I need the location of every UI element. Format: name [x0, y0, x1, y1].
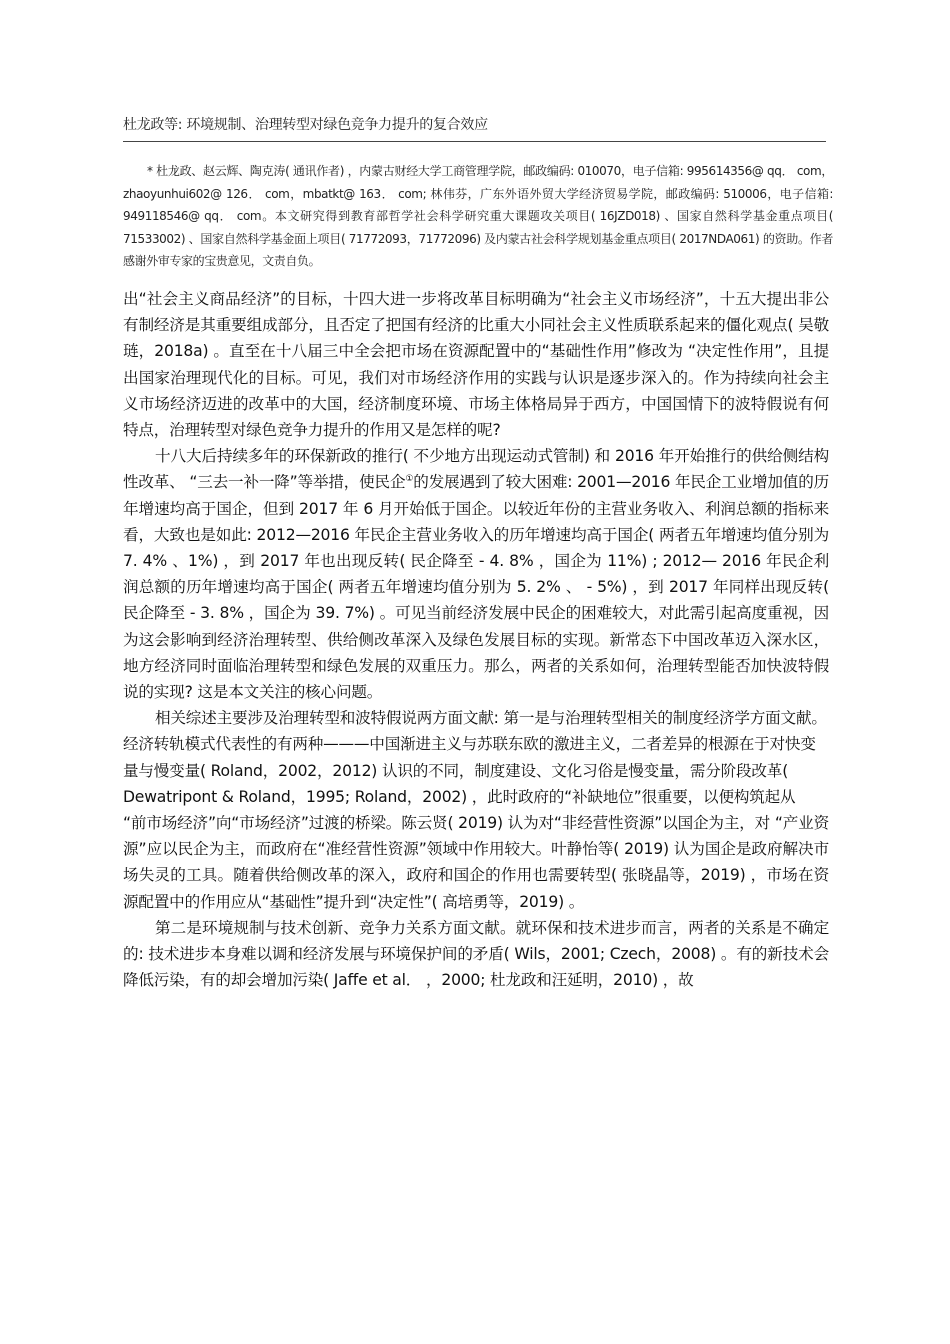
- paragraph: 第二是环境规制与技术创新、竞争力关系方面文献。就环保和技术进步而言，两者的关系是不确定的: 技术进步本身难以调和经济发展与环境保护间的矛盾( Wils，2001; Czech，2008) 。有的新技术会降低污染，有的却会增加污染( Jaffe et al． ，2000; 杜龙政和汪延明，2010) ，故: [123, 918, 829, 990]
- author-footnote: [123, 160, 833, 273]
- paragraph: [123, 443, 829, 705]
- footnote-marker[interactable]: ①: [405, 474, 414, 485]
- paragraph: “前市场经济”向“市场经济”过渡的桥梁。陈云贤( 2019) 认为对“非经营性资源”以国企为主，对 “产业资源”应以民企为主，而政府在“准经营性资源”领域中作用较大。叶静怡等( 2019) 认为国企是政府解决市场失灵的工具。随着供给侧改革的深入，政府和国企的作用也需要转型( 张晓晶等，2019) ，市场在资源配置中的作用应从“基础性”提升到“决定性”( 高培勇等，2019) 。: [123, 814, 829, 911]
- footnote-text: * 杜龙政、赵云辉、陶克涛( 通讯作者) ，内蒙古财经大学工商管理学院，邮政编码: 010070，电子信箱: 995614356@ qq． com， zhaoyunhui602@ 126． com，mbatkt@ 163． com; 林伟芬，广东外语外贸大学经济贸易学院，邮政编码: 510006，电子信箱: 949118546@ qq． com。本文研究得到教育部哲学社会科学研究重大课题攻关项目( 16JZD018) 、国家自然科学基金重点项目( 71533002) 、国家自然科学基金面上项目( 71772093，71772096) 及内蒙古社会科学规划基金重点项目( 2017NDA061) 的资助。作者感谢外审专家的宝贵意见，文责自负。: [123, 164, 833, 268]
- header-rule: [123, 141, 826, 142]
- paragraph: 相关综述主要涉及治理转型和波特假说两方面文献: 第一是与治理转型相关的制度经济学方面文献。经济转轨模式代表性的有两种———中国渐进主义与苏联东欧的激进主义，二者差异的根源在于对快变量与慢变量( Roland，2002，2012) 认识的不同，制度建设、文化习俗是慢变量，需分阶段改革( Dewatripont & Roland，1995; Roland，2002) ，此时政府的“补缺地位”很重要，以便构筑起从: [123, 709, 827, 806]
- article-body: [123, 286, 829, 993]
- paragraph-text: 十八大后持续多年的环保新政的推行( 不少地方出现运动式管制) 和 2016 年开始推行的供给侧结构性改革、 “三去一补一降”等举措，使民企: [123, 447, 829, 492]
- running-title: 杜龙政等: 环境规制、治理转型对绿色竞争力提升的复合效应: [123, 117, 488, 133]
- paragraph-continuation: 出“社会主义商品经济”的目标，十四大进一步将改革目标明确为“社会主义市场经济”，十五大提出非公有制经济是其重要组成部分，且否定了把国有经济的比重大小同社会主义性质联系起来的僵化观点( 吴敬琏，2018a) 。直至在十八届三中全会把市场在资源配置中的“基础性作用”修改为 “决定性作用”，且提出国家治理现代化的目标。可见，我们对市场经济作用的实践与认识是逐步深入的。作为持续向社会主义市场经济迈进的改革中的大国，经济制度环境、市场主体格局异于西方，中国国情下的波特假说有何特点，治理转型对绿色竞争力提升的作用又是怎样的呢?: [123, 290, 829, 440]
- paragraph-text: 的发展遇到了较大困难: 2001—2016 年民企工业增加值的历年增速均高于国企，但到 2017 年 6 月开始低于国企。以较近年份的主营业务收入、利润总额的指标来看，大致也是如此: 2012—2016 年民企主营业务收入的历年增速均高于国企( 两者五年增速均值分别为 7. 4% 、1%) ，到 2017 年也出现反转( 民企降至 - 4. 8% ，国企为 11%) ; 2012— 2016 年民企利润总额的历年增速均高于国企( 两者五年增速均值分别为 5. 2% 、 - 5%) ，到 2017 年同样出现反转( 民企降至 - 3. 8% ，国企为 39. 7%) 。可见当前经济发展中民企的困难较大，对此需引起高度重视，因为这会影响到经济治理转型、供给侧改革深入及绿色发展目标的实现。新常态下中国改革迈入深水区，地方经济同时面临治理转型和绿色发展的双重压力。那么，两者的关系如何，治理转型能否加快波特假说的实现? 这是本文关注的核心问题。: [123, 473, 830, 702]
